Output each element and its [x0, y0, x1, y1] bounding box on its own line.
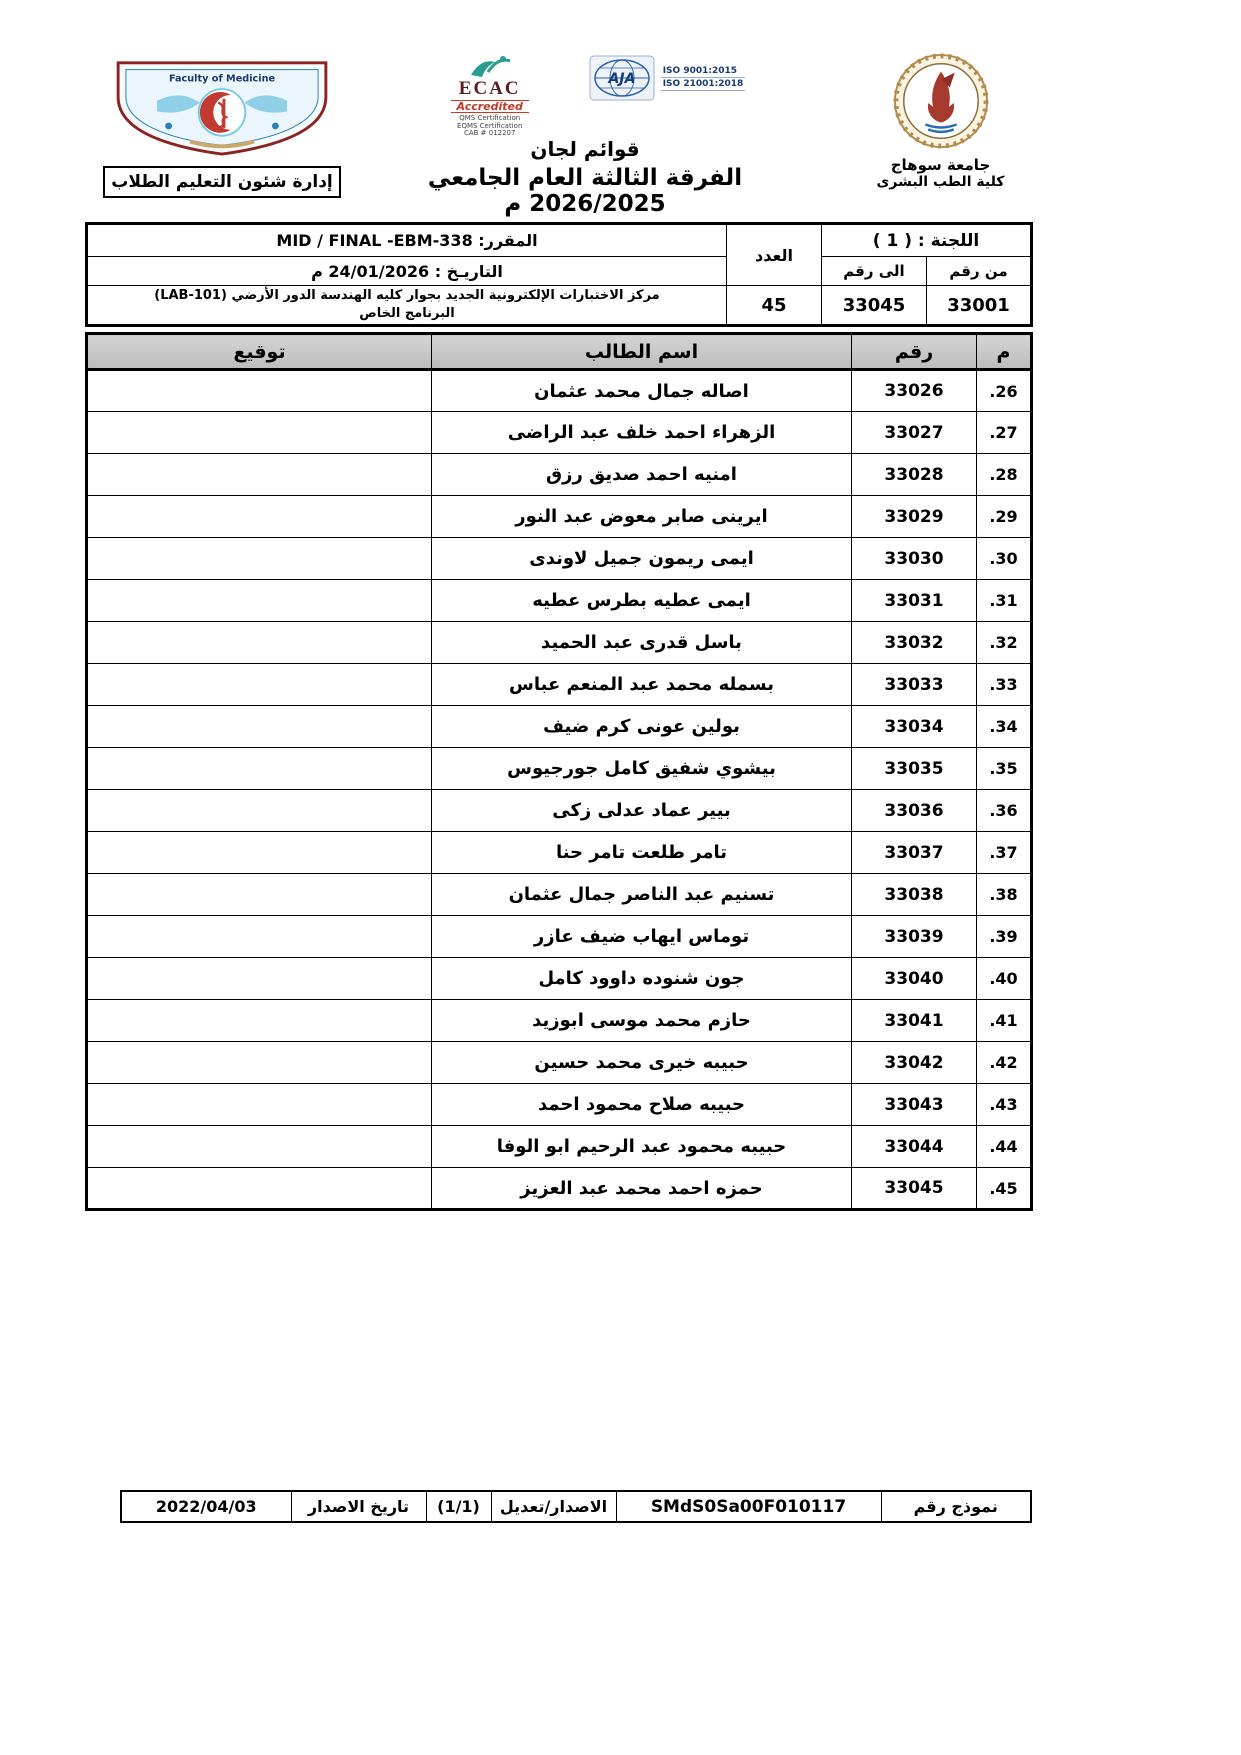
row-signature-cell [87, 1168, 432, 1210]
ecac-swoosh-icon [467, 55, 513, 79]
table-row [87, 1084, 1032, 1126]
table-row [87, 790, 1032, 832]
row-student-name: ايرينى صابر معوض عبد النور [432, 496, 852, 538]
exam-info-table [85, 222, 1033, 327]
exam-location [87, 286, 727, 326]
row-id-number: 33032 [852, 622, 977, 664]
row-signature-cell [87, 790, 432, 832]
row-index: 28. [977, 454, 1032, 496]
from-number-label: من رقم [927, 257, 1032, 286]
faculty-emblem-icon [108, 58, 336, 158]
issue-date-value: 2022/04/03 [121, 1491, 291, 1522]
aja-iso-logo [589, 55, 746, 101]
row-index: 26. [977, 370, 1032, 412]
row-student-name: بيشوي شفيق كامل جورجيوس [432, 748, 852, 790]
row-index: 41. [977, 1000, 1032, 1042]
row-student-name: اصاله جمال محمد عثمان [432, 370, 852, 412]
row-signature-cell [87, 916, 432, 958]
department-caption: إدارة شئون التعليم الطلاب [103, 166, 341, 198]
form-number-value: SMdS0Sa00F010117 [616, 1491, 881, 1522]
row-signature-cell [87, 370, 432, 412]
header-id-number: رقم [852, 334, 977, 370]
row-id-number: 33039 [852, 916, 977, 958]
table-row [87, 748, 1032, 790]
row-student-name: الزهراء احمد خلف عبد الراضى [432, 412, 852, 454]
row-index: 31. [977, 580, 1032, 622]
row-student-name: حمزه احمد محمد عبد العزيز [432, 1168, 852, 1210]
row-student-name: بيير عماد عدلى زكى [432, 790, 852, 832]
row-index: 34. [977, 706, 1032, 748]
row-id-number: 33043 [852, 1084, 977, 1126]
row-signature-cell [87, 664, 432, 706]
row-index: 29. [977, 496, 1032, 538]
row-student-name: حبيبه صلاح محمود احمد [432, 1084, 852, 1126]
row-id-number: 33034 [852, 706, 977, 748]
university-block [868, 52, 1013, 190]
table-row [87, 454, 1032, 496]
ecac-cert-line: EQMS Certification [457, 121, 523, 130]
row-id-number: 33029 [852, 496, 977, 538]
row-student-name: امنيه احمد صديق رزق [432, 454, 852, 496]
count-value: 45 [727, 286, 822, 326]
row-signature-cell [87, 580, 432, 622]
to-number-value: 33045 [822, 286, 927, 326]
ecac-accredited-label: Accredited [451, 100, 529, 114]
row-index: 27. [977, 412, 1032, 454]
row-index: 37. [977, 832, 1032, 874]
table-row [87, 1042, 1032, 1084]
row-index: 35. [977, 748, 1032, 790]
row-signature-cell [87, 1042, 432, 1084]
document-title: قوائم لجان [530, 137, 640, 161]
row-index: 32. [977, 622, 1032, 664]
ecac-name: ECAC [458, 78, 521, 99]
row-signature-cell [87, 958, 432, 1000]
header-center-block [385, 55, 785, 217]
to-number-label: الى رقم [822, 257, 927, 286]
university-name: جامعة سوهاج [890, 156, 991, 174]
table-row [87, 958, 1032, 1000]
row-index: 45. [977, 1168, 1032, 1210]
table-row [87, 412, 1032, 454]
row-signature-cell [87, 1126, 432, 1168]
row-student-name: تامر طلعت تامر حنا [432, 832, 852, 874]
table-row [87, 370, 1032, 412]
row-index: 38. [977, 874, 1032, 916]
row-index: 42. [977, 1042, 1032, 1084]
exam-date: التاريـخ : 24/01/2026 م [87, 257, 727, 286]
course-label: المقرر: MID / FINAL -EBM-338 [87, 224, 727, 257]
table-row [87, 874, 1032, 916]
university-seal-icon [892, 52, 990, 150]
row-id-number: 33042 [852, 1042, 977, 1084]
row-id-number: 33026 [852, 370, 977, 412]
row-id-number: 33044 [852, 1126, 977, 1168]
form-number-label: نموذج رقم [881, 1491, 1031, 1522]
row-index: 30. [977, 538, 1032, 580]
student-table-body [87, 370, 1032, 1210]
ecac-accreditation-logo [425, 55, 555, 138]
table-row [87, 664, 1032, 706]
row-signature-cell [87, 748, 432, 790]
row-id-number: 33033 [852, 664, 977, 706]
lab-code: (LAB-101) [154, 288, 227, 304]
academic-year-title: الفرقة الثالثة العام الجامعي 2026/2025 م [427, 165, 743, 217]
row-signature-cell [87, 538, 432, 580]
revision-value: (1/1) [426, 1491, 491, 1522]
row-id-number: 33036 [852, 790, 977, 832]
row-id-number: 33035 [852, 748, 977, 790]
table-row [87, 622, 1032, 664]
row-student-name: حبيبه خيرى محمد حسين [432, 1042, 852, 1084]
aja-name: AJA [608, 71, 636, 87]
count-label: العدد [727, 224, 822, 286]
row-student-name: ايمى عطيه بطرس عطيه [432, 580, 852, 622]
from-number-value: 33001 [927, 286, 1032, 326]
row-id-number: 33037 [852, 832, 977, 874]
row-index: 33. [977, 664, 1032, 706]
row-signature-cell [87, 832, 432, 874]
table-row [87, 916, 1032, 958]
header-student-name: اسم الطالب [432, 334, 852, 370]
iso-certifications [661, 65, 746, 91]
table-header-row [87, 334, 1032, 370]
faculty-emblem-text: Faculty of Medicine [168, 73, 276, 85]
row-index: 36. [977, 790, 1032, 832]
row-id-number: 33041 [852, 1000, 977, 1042]
ecac-cert-line: QMS Certification [459, 114, 521, 123]
row-student-name: حبيبه محمود عبد الرحيم ابو الوفا [432, 1126, 852, 1168]
exam-program-text: البرنامج الخاص [359, 306, 455, 321]
row-signature-cell [87, 1084, 432, 1126]
row-signature-cell [87, 412, 432, 454]
table-row [87, 1126, 1032, 1168]
row-signature-cell [87, 706, 432, 748]
aja-globe-icon [589, 55, 655, 101]
row-signature-cell [87, 496, 432, 538]
committee-label: اللجنة : ( 1 ) [822, 224, 1032, 257]
row-student-name: تسنيم عبد الناصر جمال عثمان [432, 874, 852, 916]
row-id-number: 33040 [852, 958, 977, 1000]
row-id-number: 33031 [852, 580, 977, 622]
table-row [87, 1168, 1032, 1210]
faculty-block [103, 58, 341, 198]
row-signature-cell [87, 1000, 432, 1042]
row-student-name: جون شنوده داوود كامل [432, 958, 852, 1000]
table-row [87, 580, 1032, 622]
row-id-number: 33030 [852, 538, 977, 580]
table-row [87, 706, 1032, 748]
row-index: 43. [977, 1084, 1032, 1126]
table-row [87, 538, 1032, 580]
iso-line: ISO 9001:2015 [661, 65, 746, 78]
faculty-name: كلية الطب البشرى [876, 174, 1005, 190]
exam-location-text: مركز الاختبارات الإلكترونية الجديد بجوار كليه الهندسة الدور الأرضي [231, 288, 660, 304]
row-student-name: باسل قدرى عبد الحميد [432, 622, 852, 664]
row-index: 44. [977, 1126, 1032, 1168]
row-signature-cell [87, 622, 432, 664]
iso-line: ISO 21001:2018 [662, 79, 744, 89]
row-signature-cell [87, 454, 432, 496]
row-id-number: 33027 [852, 412, 977, 454]
revision-label: الاصدار/تعديل [491, 1491, 616, 1522]
row-student-name: حازم محمد موسى ابوزيد [432, 1000, 852, 1042]
table-row [87, 496, 1032, 538]
header-signature: توقيع [87, 334, 432, 370]
table-row [87, 1000, 1032, 1042]
row-signature-cell [87, 874, 432, 916]
row-index: 39. [977, 916, 1032, 958]
row-index: 40. [977, 958, 1032, 1000]
header-index: م [977, 334, 1032, 370]
student-list-table [85, 332, 1033, 1211]
document-footer-table [120, 1490, 1032, 1523]
row-student-name: ايمى ريمون جميل لاوندى [432, 538, 852, 580]
row-student-name: بسمله محمد عبد المنعم عباس [432, 664, 852, 706]
row-id-number: 33045 [852, 1168, 977, 1210]
accreditation-logos [385, 55, 785, 138]
row-student-name: بولين عونى كرم ضيف [432, 706, 852, 748]
row-id-number: 33028 [852, 454, 977, 496]
ecac-cert-line: CAB # 012207 [463, 129, 516, 138]
row-id-number: 33038 [852, 874, 977, 916]
issue-date-label: تاريخ الاصدار [291, 1491, 426, 1522]
table-row [87, 832, 1032, 874]
row-student-name: توماس ايهاب ضيف عازر [432, 916, 852, 958]
